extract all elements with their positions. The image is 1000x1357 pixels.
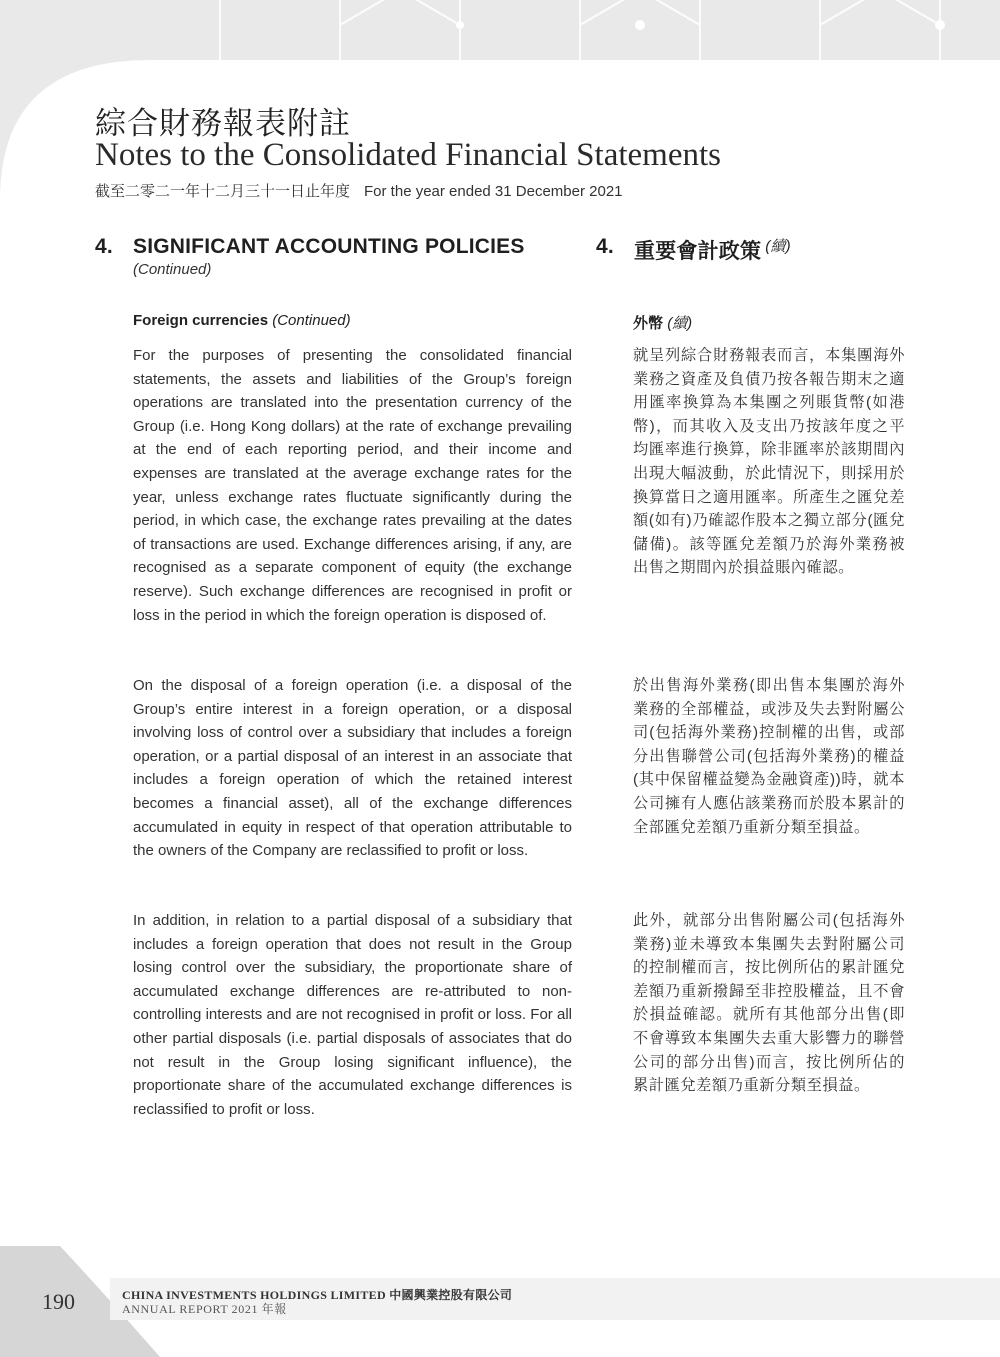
section-continued-label-cn: (續) [765, 238, 791, 255]
subheading-text-cn: 外幣 [633, 315, 664, 332]
page-number: 190 [42, 1289, 75, 1314]
paragraph-en-3: In addition, in relation to a partial disposal of a subsidiary that includes a foreign operation that does not result in the Group losing control over the subsidiary, the proportionate share of accumulated exchange differences are re-attributed to non-controlling interests and are not recognised in profit or loss. For all other partial disposals (i.e. partial disposals of associates that do not result in the Group losing significant influence), the proportionate share of the accumulated exchange differences is reclassified to profit or loss. [133, 912, 572, 1118]
subheading-english [133, 312, 351, 329]
section-number-cn: 4. [596, 235, 614, 258]
period-english: For the year ended 31 December 2021 [364, 183, 623, 200]
header-period [95, 180, 637, 201]
paragraph-en-2: On the disposal of a foreign operation (i.e. a disposal of the Group’s entire interest in a foreign operation, or a disposal involving loss of control over a subsidiary that includes a foreign operation, or a partial disposal of an interest in an associate that includes a foreign operation of which the retained interest becomes a financial asset), all of the exchange differences accumulated in equity in respect of that operation attributable to the owners of the Company are reclassified to profit or loss. [133, 677, 572, 860]
subheading-continued-cn: (續) [667, 315, 693, 332]
period-chinese: 截至二零二一年十二月三十一日止年度 [95, 183, 351, 200]
section-title-cn: 重要會計政策 [634, 240, 762, 263]
paragraph-cn-1: 就呈列綜合財務報表而言，本集團海外業務之資產及負債乃按各報告期末之適用匯率換算為本集團之列賬貨幣(如港幣)，而其收入及支出乃按該年度之平均匯率進行換算，除非匯率於該期間內出現大幅波動，於此情況下，則採用於換算當日之適用匯率。所產生之匯兌差額(如有)乃確認作股本之獨立部分(匯兌儲備)。該等匯兌差額乃於海外業務被出售之期間內於損益賬內確認。 [633, 347, 905, 577]
section-number: 4. [95, 235, 113, 258]
paragraph-en-1: For the purposes of presenting the consolidated financial statements, the assets and liabilities of the Group’s foreign operations are translated into the presentation currency of the Group (i.e. Hong Kong dollars) at the rate of exchange prevailing at the end of each reporting period, and their income and expenses are translated at the average exchange rates for the year, unless exchange rates fluctuate significantly during the period, in which case, the exchange rates prevailing at the dates of transactions are used. Exchange differences arising, if any, are recognised as a separate component of equity (the exchange reserve). Such exchange differences are recognised in profit or loss in the period in which the foreign operation is disposed of. [133, 347, 572, 624]
header-title-english: Notes to the Consolidated Financial Statements [95, 137, 721, 173]
section-heading-english [95, 235, 572, 278]
subheading-chinese [633, 312, 692, 333]
subheading-text: Foreign currencies [133, 312, 269, 329]
footer-report-title: ANNUAL REPORT 2021 年報 [122, 1302, 287, 1316]
paragraph-cn-2: 於出售海外業務(即出售本集團於海外業務的全部權益，或涉及失去對附屬公司(包括海外業務)控制權的出售，或部分出售聯營公司(包括海外業務)的權益(其中保留權益變為金融資產))時，就本公司擁有人應佔該業務而於股本累計的全部匯兌差額乃重新分類至損益。 [633, 677, 905, 836]
section-title: SIGNIFICANT ACCOUNTING POLICIES [133, 235, 525, 258]
footer-company-name: CHINA INVESTMENTS HOLDINGS LIMITED 中國興業控股有限公司 [122, 1288, 513, 1302]
paragraph-cn-3: 此外，就部分出售附屬公司(包括海外業務)並未導致本集團失去對附屬公司的控制權而言，按比例所佔的累計匯兌差額乃重新撥歸至非控股權益，且不會於損益確認。就所有其他部分出售(即不會導致本集團失去重大影響力的聯營公司的部分出售)而言，按比例所佔的累計匯兌差額乃重新分類至損益。 [633, 912, 905, 1095]
header-title-chinese: 綜合財務報表附註 [95, 106, 351, 142]
section-heading-chinese [596, 235, 906, 265]
section-continued-label: (Continued) [133, 261, 212, 278]
subheading-continued: (Continued) [272, 312, 351, 329]
